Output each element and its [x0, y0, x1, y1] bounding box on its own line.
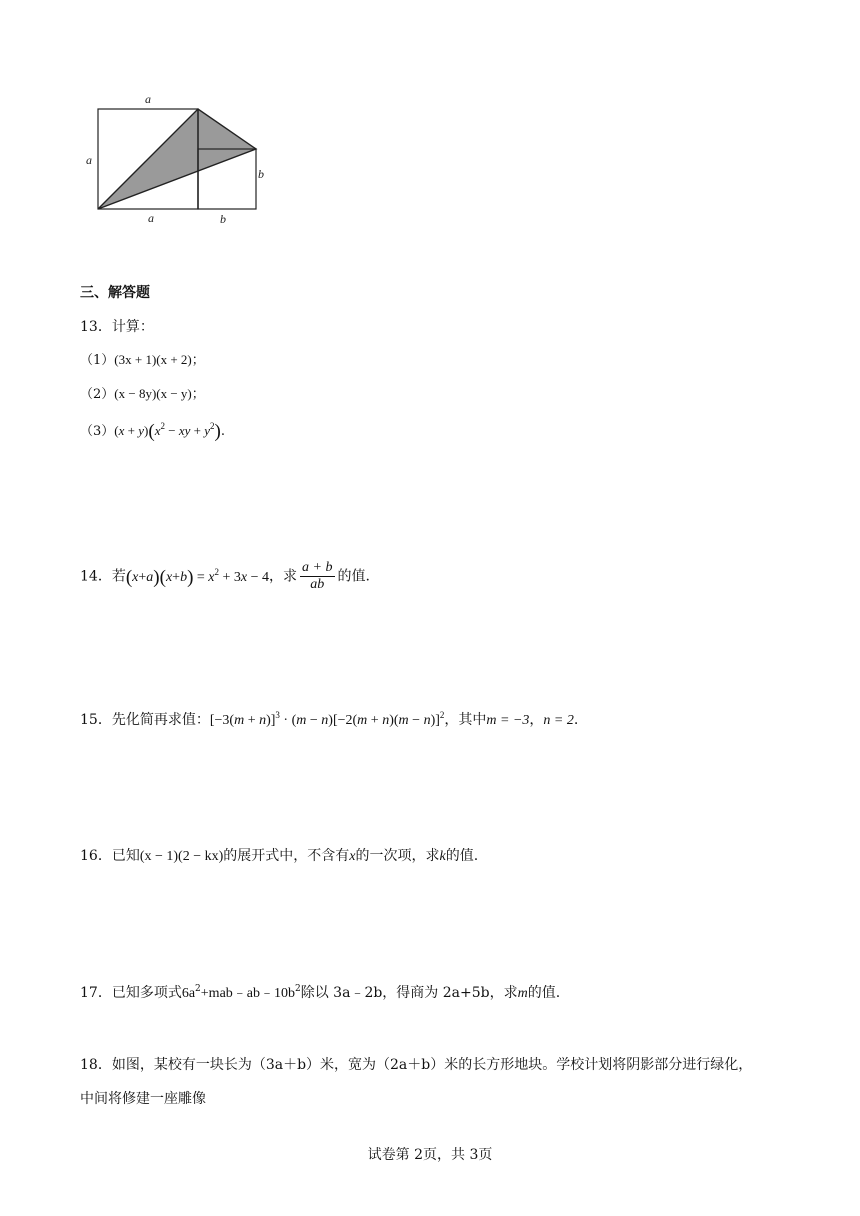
shaded-triangle	[98, 109, 256, 209]
q15-mid: ，其中	[444, 712, 487, 728]
q16-mid1: 的展开式中，不含有	[223, 848, 350, 864]
q14-frac-den: ab	[310, 577, 325, 592]
q16-var-x: x	[349, 849, 356, 864]
q17-tail: 的值.	[527, 985, 561, 1001]
label-bottom-a: a	[148, 211, 154, 225]
q14-equation: $(x+a)(x+b) = x^2 + 3x - 4$	[125, 566, 270, 588]
q13-p1-expr: (3x + 1)(x + 2)	[114, 352, 192, 367]
q16-expr: (x − 1)(2 − kx)	[139, 849, 224, 864]
q16-tail: 的值.	[445, 848, 479, 864]
q15	[80, 709, 578, 729]
q14-fraction	[300, 560, 334, 593]
q18-line2: 中间将修建一座雕像	[80, 1091, 206, 1107]
q13-part3	[80, 420, 225, 443]
geometry-figure	[80, 86, 280, 236]
q16-lead: 16．已知	[80, 848, 140, 864]
q17-var-m: m	[517, 986, 528, 1001]
label-top-a: a	[145, 92, 151, 106]
page-footer: 试卷第 2页，共 3页	[367, 1147, 493, 1163]
q13-p2-expr: (x − 8y)(x − y)	[114, 386, 192, 401]
q13-p3-tail: .	[220, 424, 225, 439]
q14-mid: ，求	[269, 568, 298, 585]
q15-expression: $[-3(m + n)]^3 \cdot (m - n)[-2(m + n)(m - n)]^2$	[209, 710, 445, 728]
q13-p3-expr: $(x + y)(x^2$ − xy + $y^2$)	[114, 421, 221, 442]
q13-stem: 13．计算：	[80, 319, 154, 335]
q17-coef: 6a	[181, 986, 196, 1001]
q14	[80, 560, 370, 593]
q18-line1: 18．如图，某校有一块长为（3a＋b）米，宽为（2a＋b）米的长方形地块。学校计划将阴影部分进行绿化，	[80, 1057, 753, 1073]
q13-p1-tag: （1）	[80, 353, 115, 368]
q15-tail: .	[573, 712, 579, 728]
q16	[80, 845, 478, 865]
q13-part2	[80, 383, 205, 402]
q14-num: 14．若	[80, 568, 126, 585]
section-title: 三、解答题	[80, 285, 150, 301]
q15-cond1: m = −3	[486, 713, 530, 728]
q14-frac-num: a + b	[302, 560, 333, 575]
q13-p1-tail: ；	[191, 353, 205, 368]
q15-lead: 15．先化简再求值：	[80, 712, 210, 728]
label-right-b: b	[258, 167, 264, 181]
q13-part1	[80, 349, 205, 368]
q15-cond2: n = 2	[543, 713, 574, 728]
q13-p2-tail: ；	[191, 387, 205, 402]
label-left-a: a	[86, 153, 92, 167]
q17-mid: 除以 3a﹣2b，得商为 2a+5b，求	[300, 985, 518, 1001]
q17-expr-rest: +mab﹣ab﹣10b	[200, 986, 295, 1001]
q17: 17．已知多项式$6a^2+mab﹣ab﹣10b^2$除以 3a﹣2b，得商为 2a+5b，求m的值.	[80, 984, 561, 1001]
q13-p3-tag: （3）	[80, 424, 115, 439]
q15-sep: ，	[529, 712, 544, 728]
q13-p2-tag: （2）	[80, 387, 115, 402]
q16-mid2: 的一次项，求	[355, 848, 440, 864]
label-bottom-b: b	[220, 212, 226, 226]
q14-tail: 的值.	[337, 568, 370, 585]
q17-lead: 17．已知多项式	[80, 985, 182, 1001]
q16-var-k: k	[439, 849, 446, 864]
